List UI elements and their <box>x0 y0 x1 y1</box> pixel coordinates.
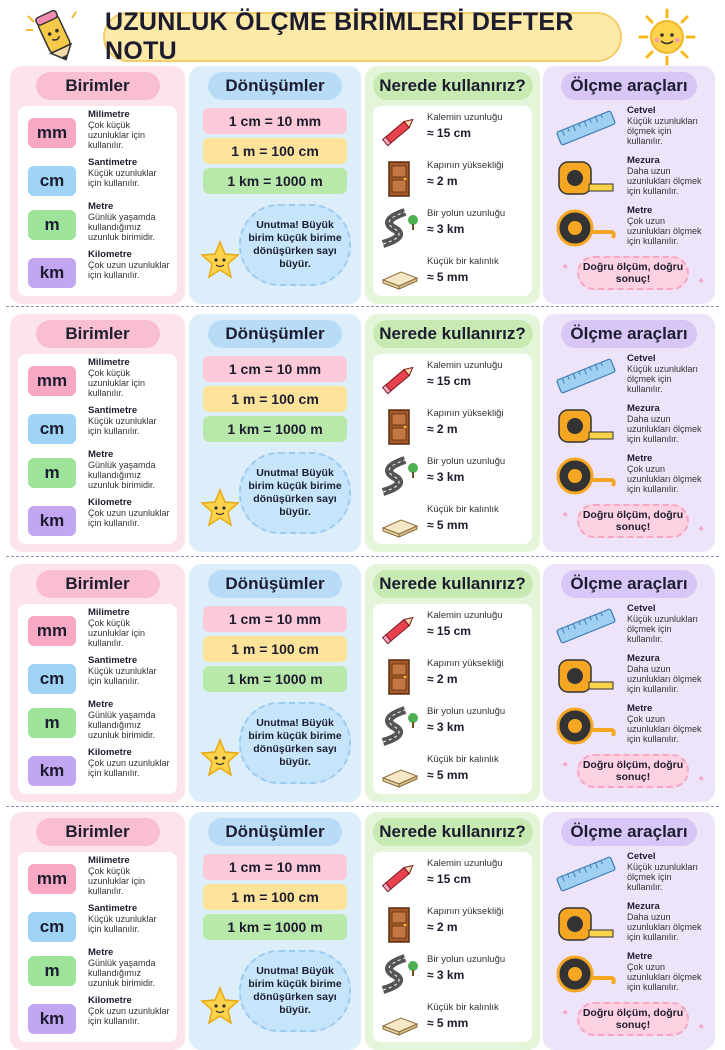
usage-list <box>373 852 532 1042</box>
tool-name: Cetvel <box>627 353 656 364</box>
unit-item-km <box>24 996 171 1044</box>
sun-mascot-icon <box>632 8 702 66</box>
note-strip <box>8 314 717 552</box>
usage-item-pencil <box>375 854 530 900</box>
unit-description: Günlük yaşamda kullandığımız uzunluk birimidir. <box>88 212 156 242</box>
usage-value: ≈ 5 mm <box>427 518 469 532</box>
tools-list <box>551 852 707 1042</box>
unit-description: Çok uzun uzunluklar için kullanılır. <box>88 508 170 528</box>
usage-label: Kapının yüksekliği <box>427 658 504 669</box>
unit-badge: km <box>28 258 76 288</box>
cut-line <box>6 806 719 807</box>
usage-item-thickness <box>375 500 530 546</box>
unit-badge: m <box>28 210 76 240</box>
usage-label: Kalemin uzunluğu <box>427 112 503 123</box>
usage-label: Kapının yüksekliği <box>427 906 504 917</box>
conversion-m-cm: 1 m = 100 cm <box>203 138 347 164</box>
unit-name: Santimetre <box>88 655 138 666</box>
usage-item-pencil <box>375 108 530 154</box>
conversions-list <box>197 106 353 296</box>
usage-label: Kapının yüksekliği <box>427 160 504 171</box>
unit-item-cm <box>24 904 171 952</box>
page-header <box>0 0 725 66</box>
conversion-m-cm: 1 m = 100 cm <box>203 636 347 662</box>
unit-item-km <box>24 748 171 796</box>
unit-badge: km <box>28 756 76 786</box>
pencil-icon <box>379 858 419 896</box>
usage-item-door <box>375 902 530 948</box>
unit-badge: cm <box>28 664 76 694</box>
usage-item-thickness <box>375 252 530 298</box>
conversion-cm-mm: 1 cm = 10 mm <box>203 108 347 134</box>
conversion-cm-mm: 1 cm = 10 mm <box>203 606 347 632</box>
usage-label: Küçük bir kalınlık <box>427 1002 499 1013</box>
motto-cloud: Doğru ölçüm, doğru sonuç! <box>577 256 689 290</box>
units-panel <box>10 66 185 304</box>
unit-item-cm <box>24 158 171 206</box>
unit-name: Milimetre <box>88 855 130 866</box>
usage-value: ≈ 5 mm <box>427 1016 469 1030</box>
unit-name: Metre <box>88 201 114 212</box>
reminder-cloud: Unutma! Büyük birim küçük birime dönüşürken sayı büyür. <box>239 950 351 1032</box>
conversions-panel <box>189 66 361 304</box>
note-strip <box>8 812 717 1050</box>
unit-name: Milimetre <box>88 607 130 618</box>
tool-description: Çok uzun uzunlukları ölçmek için kullanılır. <box>627 714 702 744</box>
ruler-icon <box>555 356 617 396</box>
sparkle-icon: ✦ <box>697 1022 706 1033</box>
tool-description: Daha uzun uzunlukları ölçmek için kullanılır. <box>627 166 702 196</box>
tool-name: Mezura <box>627 901 660 912</box>
unit-description: Çok küçük uzunluklar için kullanılır. <box>88 866 146 896</box>
unit-item-mm <box>24 608 171 656</box>
usage-heading: Nerede kullanırız? <box>373 72 533 100</box>
star-mascot-icon <box>199 240 241 280</box>
door-icon <box>379 408 419 446</box>
tools-list <box>551 106 707 296</box>
conversions-heading: Dönüşümler <box>208 72 342 100</box>
sparkle-icon: ✦ <box>697 276 706 287</box>
road-icon <box>379 954 419 992</box>
unit-description: Çok küçük uzunluklar için kullanılır. <box>88 368 146 398</box>
ruler-icon <box>555 854 617 894</box>
usage-item-door <box>375 156 530 202</box>
conversions-heading: Dönüşümler <box>208 570 342 598</box>
ruler-icon <box>555 606 617 646</box>
unit-badge: m <box>28 458 76 488</box>
tool-name: Metre <box>627 951 653 962</box>
units-heading: Birimler <box>36 320 160 348</box>
unit-badge: cm <box>28 166 76 196</box>
unit-name: Kilometre <box>88 747 132 758</box>
unit-badge: mm <box>28 616 76 646</box>
tape-measure-icon <box>555 158 617 198</box>
motto-cloud: Doğru ölçüm, doğru sonuç! <box>577 504 689 538</box>
reminder-cloud: Unutma! Büyük birim küçük birime dönüşürken sayı büyür. <box>239 204 351 286</box>
tool-item-tape <box>553 404 705 454</box>
unit-description: Küçük uzunluklar için kullanılır. <box>88 416 157 436</box>
tape-measure-icon <box>555 904 617 944</box>
unit-item-mm <box>24 110 171 158</box>
units-heading: Birimler <box>36 72 160 100</box>
tools-panel <box>543 314 715 552</box>
unit-description: Küçük uzunluklar için kullanılır. <box>88 168 157 188</box>
tool-name: Mezura <box>627 653 660 664</box>
tool-description: Daha uzun uzunlukları ölçmek için kullanılır. <box>627 664 702 694</box>
tool-description: Çok uzun uzunlukları ölçmek için kullanılır. <box>627 464 702 494</box>
tool-item-tape <box>553 156 705 206</box>
tool-name: Metre <box>627 205 653 216</box>
usage-item-road <box>375 702 530 748</box>
cut-line <box>6 306 719 307</box>
ruler-icon <box>555 108 617 148</box>
units-panel <box>10 314 185 552</box>
usage-value: ≈ 3 km <box>427 968 465 982</box>
paper-stack-icon <box>379 256 419 294</box>
usage-label: Küçük bir kalınlık <box>427 256 499 267</box>
conversions-panel <box>189 314 361 552</box>
conversions-heading: Dönüşümler <box>208 320 342 348</box>
unit-name: Metre <box>88 449 114 460</box>
unit-item-mm <box>24 358 171 406</box>
tool-name: Cetvel <box>627 105 656 116</box>
measuring-tape-icon <box>555 208 617 248</box>
units-heading: Birimler <box>36 818 160 846</box>
usage-label: Bir yolun uzunluğu <box>427 456 506 467</box>
pencil-icon <box>379 112 419 150</box>
tool-description: Küçük uzunlukları ölçmek için kullanılır. <box>627 364 699 394</box>
conversions-panel <box>189 812 361 1050</box>
star-mascot-icon <box>199 986 241 1026</box>
usage-list <box>373 106 532 296</box>
tape-measure-icon <box>555 406 617 446</box>
unit-item-km <box>24 498 171 546</box>
unit-name: Metre <box>88 699 114 710</box>
unit-description: Çok küçük uzunluklar için kullanılır. <box>88 618 146 648</box>
unit-description: Küçük uzunluklar için kullanılır. <box>88 914 157 934</box>
unit-description: Çok uzun uzunluklar için kullanılır. <box>88 1006 170 1026</box>
page-title: UZUNLUK ÖLÇME BİRİMLERİ DEFTER NOTU <box>103 12 622 62</box>
conversions-panel <box>189 564 361 802</box>
tool-item-tape <box>553 902 705 952</box>
conversion-m-cm: 1 m = 100 cm <box>203 386 347 412</box>
tool-name: Mezura <box>627 155 660 166</box>
usage-label: Bir yolun uzunluğu <box>427 706 506 717</box>
unit-badge: km <box>28 506 76 536</box>
units-list <box>18 354 177 544</box>
conversions-heading: Dönüşümler <box>208 818 342 846</box>
star-mascot-icon <box>199 488 241 528</box>
conversion-km-m: 1 km = 1000 m <box>203 168 347 194</box>
tool-name: Metre <box>627 453 653 464</box>
unit-name: Santimetre <box>88 405 138 416</box>
tool-description: Küçük uzunlukları ölçmek için kullanılır. <box>627 862 699 892</box>
unit-name: Milimetre <box>88 109 130 120</box>
unit-item-m <box>24 948 171 996</box>
unit-name: Santimetre <box>88 157 138 168</box>
usage-panel <box>365 812 540 1050</box>
usage-value: ≈ 15 cm <box>427 872 471 886</box>
unit-badge: cm <box>28 414 76 444</box>
units-list <box>18 106 177 296</box>
tool-item-ruler <box>553 852 705 902</box>
tools-heading: Ölçme araçları <box>561 818 697 846</box>
usage-value: ≈ 15 cm <box>427 126 471 140</box>
tools-panel <box>543 812 715 1050</box>
conversion-cm-mm: 1 cm = 10 mm <box>203 854 347 880</box>
usage-value: ≈ 3 km <box>427 470 465 484</box>
tool-item-meter <box>553 454 705 504</box>
reminder-cloud: Unutma! Büyük birim küçük birime dönüşürken sayı büyür. <box>239 452 351 534</box>
unit-description: Günlük yaşamda kullandığımız uzunluk birimidir. <box>88 958 156 988</box>
motto-cloud: Doğru ölçüm, doğru sonuç! <box>577 1002 689 1036</box>
usage-list <box>373 604 532 794</box>
reminder-cloud: Unutma! Büyük birim küçük birime dönüşürken sayı büyür. <box>239 702 351 784</box>
paper-stack-icon <box>379 754 419 792</box>
usage-value: ≈ 2 m <box>427 920 458 934</box>
tool-item-meter <box>553 206 705 256</box>
unit-name: Santimetre <box>88 903 138 914</box>
note-strip <box>8 564 717 802</box>
sparkle-icon: ✦ <box>697 774 706 785</box>
usage-heading: Nerede kullanırız? <box>373 570 533 598</box>
cut-line <box>6 556 719 557</box>
unit-description: Çok uzun uzunluklar için kullanılır. <box>88 758 170 778</box>
tape-measure-icon <box>555 656 617 696</box>
unit-description: Çok küçük uzunluklar için kullanılır. <box>88 120 146 150</box>
unit-item-cm <box>24 656 171 704</box>
door-icon <box>379 160 419 198</box>
unit-name: Milimetre <box>88 357 130 368</box>
tool-item-ruler <box>553 106 705 156</box>
conversion-km-m: 1 km = 1000 m <box>203 416 347 442</box>
conversion-m-cm: 1 m = 100 cm <box>203 884 347 910</box>
unit-badge: mm <box>28 864 76 894</box>
sparkle-icon: ✦ <box>561 262 570 273</box>
conversion-cm-mm: 1 cm = 10 mm <box>203 356 347 382</box>
usage-panel <box>365 314 540 552</box>
measuring-tape-icon <box>555 706 617 746</box>
tool-description: Küçük uzunlukları ölçmek için kullanılır. <box>627 116 699 146</box>
usage-item-road <box>375 452 530 498</box>
usage-panel <box>365 564 540 802</box>
usage-label: Küçük bir kalınlık <box>427 754 499 765</box>
unit-name: Kilometre <box>88 249 132 260</box>
usage-value: ≈ 2 m <box>427 672 458 686</box>
conversion-km-m: 1 km = 1000 m <box>203 666 347 692</box>
paper-stack-icon <box>379 504 419 542</box>
unit-item-km <box>24 250 171 298</box>
unit-description: Günlük yaşamda kullandığımız uzunluk birimidir. <box>88 460 156 490</box>
sparkle-icon: ✦ <box>561 510 570 521</box>
sparkle-icon: ✦ <box>561 760 570 771</box>
usage-label: Kapının yüksekliği <box>427 408 504 419</box>
tools-panel <box>543 66 715 304</box>
tools-list <box>551 604 707 794</box>
unit-item-m <box>24 202 171 250</box>
conversion-km-m: 1 km = 1000 m <box>203 914 347 940</box>
road-icon <box>379 208 419 246</box>
usage-heading: Nerede kullanırız? <box>373 320 533 348</box>
tool-item-tape <box>553 654 705 704</box>
unit-badge: cm <box>28 912 76 942</box>
tool-item-ruler <box>553 604 705 654</box>
unit-name: Metre <box>88 947 114 958</box>
usage-item-road <box>375 950 530 996</box>
pencil-icon <box>379 360 419 398</box>
unit-description: Çok uzun uzunluklar için kullanılır. <box>88 260 170 280</box>
unit-item-cm <box>24 406 171 454</box>
sparkle-icon: ✦ <box>561 1008 570 1019</box>
units-panel <box>10 812 185 1050</box>
unit-badge: mm <box>28 366 76 396</box>
tool-name: Cetvel <box>627 851 656 862</box>
tool-item-meter <box>553 952 705 1002</box>
usage-item-pencil <box>375 606 530 652</box>
tool-name: Metre <box>627 703 653 714</box>
unit-name: Kilometre <box>88 497 132 508</box>
sparkle-icon: ✦ <box>697 524 706 535</box>
door-icon <box>379 906 419 944</box>
usage-heading: Nerede kullanırız? <box>373 818 533 846</box>
usage-label: Kalemin uzunluğu <box>427 360 503 371</box>
unit-badge: m <box>28 956 76 986</box>
tool-item-meter <box>553 704 705 754</box>
door-icon <box>379 658 419 696</box>
unit-badge: m <box>28 708 76 738</box>
star-mascot-icon <box>199 738 241 778</box>
usage-label: Bir yolun uzunluğu <box>427 954 506 965</box>
usage-item-door <box>375 404 530 450</box>
units-panel <box>10 564 185 802</box>
tools-heading: Ölçme araçları <box>561 320 697 348</box>
pencil-icon <box>379 610 419 648</box>
unit-name: Kilometre <box>88 995 132 1006</box>
usage-value: ≈ 15 cm <box>427 374 471 388</box>
tool-description: Daha uzun uzunlukları ölçmek için kullanılır. <box>627 912 702 942</box>
paper-stack-icon <box>379 1002 419 1040</box>
tool-description: Çok uzun uzunlukları ölçmek için kullanılır. <box>627 216 702 246</box>
unit-description: Küçük uzunluklar için kullanılır. <box>88 666 157 686</box>
usage-panel <box>365 66 540 304</box>
unit-item-m <box>24 450 171 498</box>
usage-item-thickness <box>375 750 530 796</box>
usage-label: Küçük bir kalınlık <box>427 504 499 515</box>
tools-heading: Ölçme araçları <box>561 72 697 100</box>
usage-value: ≈ 2 m <box>427 174 458 188</box>
tool-description: Daha uzun uzunlukları ölçmek için kullanılır. <box>627 414 702 444</box>
usage-label: Bir yolun uzunluğu <box>427 208 506 219</box>
usage-item-pencil <box>375 356 530 402</box>
usage-item-thickness <box>375 998 530 1044</box>
note-strip <box>8 66 717 304</box>
tools-panel <box>543 564 715 802</box>
usage-value: ≈ 5 mm <box>427 768 469 782</box>
motto-cloud: Doğru ölçüm, doğru sonuç! <box>577 754 689 788</box>
unit-description: Günlük yaşamda kullandığımız uzunluk birimidir. <box>88 710 156 740</box>
usage-item-road <box>375 204 530 250</box>
usage-value: ≈ 2 m <box>427 422 458 436</box>
usage-value: ≈ 15 cm <box>427 624 471 638</box>
pencil-mascot-icon <box>22 6 88 64</box>
tool-description: Küçük uzunlukları ölçmek için kullanılır. <box>627 614 699 644</box>
measuring-tape-icon <box>555 954 617 994</box>
tool-name: Cetvel <box>627 603 656 614</box>
conversions-list <box>197 604 353 794</box>
usage-list <box>373 354 532 544</box>
conversions-list <box>197 852 353 1042</box>
unit-badge: km <box>28 1004 76 1034</box>
measuring-tape-icon <box>555 456 617 496</box>
unit-item-m <box>24 700 171 748</box>
units-heading: Birimler <box>36 570 160 598</box>
units-list <box>18 604 177 794</box>
unit-badge: mm <box>28 118 76 148</box>
tools-list <box>551 354 707 544</box>
unit-item-mm <box>24 856 171 904</box>
road-icon <box>379 706 419 744</box>
tool-item-ruler <box>553 354 705 404</box>
conversions-list <box>197 354 353 544</box>
usage-value: ≈ 5 mm <box>427 270 469 284</box>
usage-label: Kalemin uzunluğu <box>427 610 503 621</box>
usage-item-door <box>375 654 530 700</box>
usage-label: Kalemin uzunluğu <box>427 858 503 869</box>
usage-value: ≈ 3 km <box>427 720 465 734</box>
units-list <box>18 852 177 1042</box>
tools-heading: Ölçme araçları <box>561 570 697 598</box>
tool-description: Çok uzun uzunlukları ölçmek için kullanılır. <box>627 962 702 992</box>
usage-value: ≈ 3 km <box>427 222 465 236</box>
tool-name: Mezura <box>627 403 660 414</box>
road-icon <box>379 456 419 494</box>
